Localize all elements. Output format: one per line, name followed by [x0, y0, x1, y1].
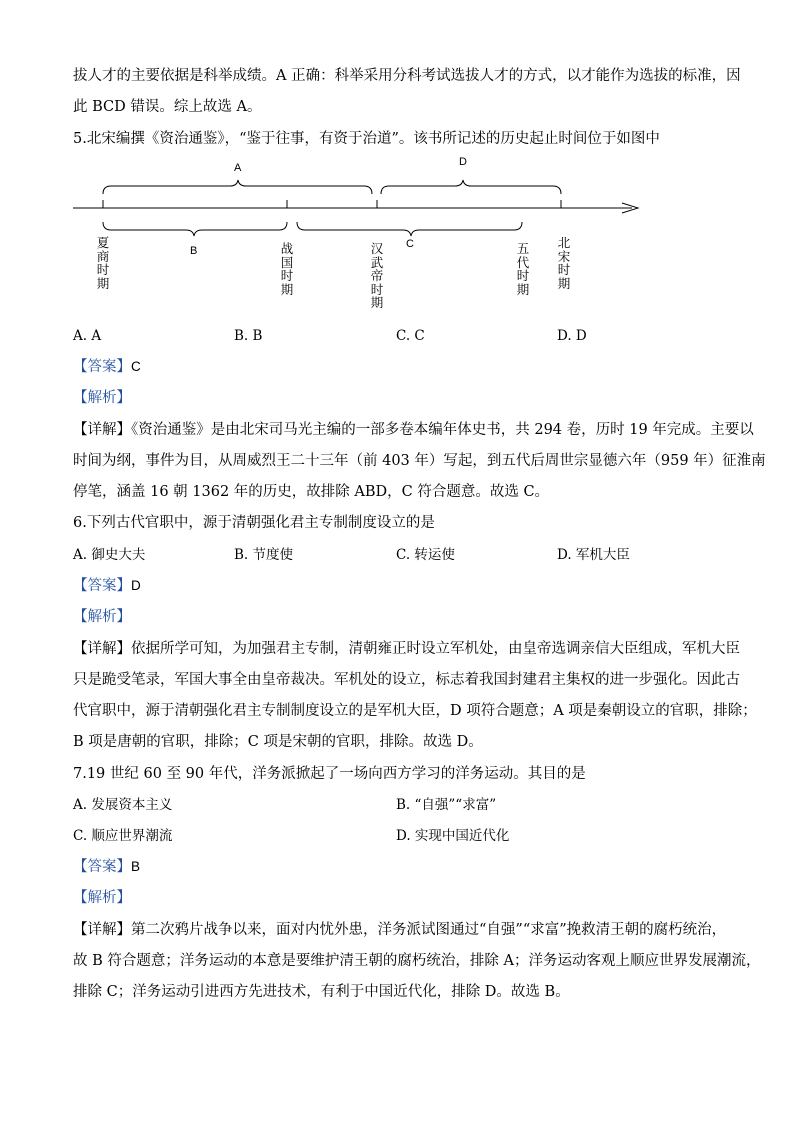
brace-b — [103, 222, 287, 236]
period-label-xia-shang: 夏商时期 — [96, 235, 110, 291]
q5-answer — [73, 357, 141, 377]
q6-answer — [73, 576, 141, 596]
q5-detail-line-2: 时间为纲，事件为目，从周威烈王二十三年（前 403 年）写起，到五代后周世宗显德六年（959 年）征淮南 — [73, 453, 766, 469]
q6-detail-line-1 — [73, 639, 740, 659]
analysis-tag: 【解析】 — [73, 390, 131, 406]
detail-tag: 【详解】 — [73, 641, 131, 657]
q7-answer — [73, 857, 140, 877]
q5-stem: 5.北宋编撰《资治通鉴》，“鉴于往事，有资于治道”。该书所记述的历史起止时间位于如图中 — [73, 131, 660, 147]
q6-stem: 6.下列古代官职中，源于清朝强化君主专制制度设立的是 — [73, 515, 435, 531]
q7-detail-line-3: 排除 C；洋务运动引进西方先进技术，有利于中国近代化，排除 D。故选 B。 — [73, 984, 570, 1000]
q5-option-b[interactable]: B. B — [234, 328, 263, 344]
q7-stem: 7.19 世纪 60 至 90 年代，洋务派掀起了一场向西方学习的洋务运动。其目的是 — [73, 766, 586, 782]
brace-c — [297, 222, 522, 236]
q6-option-b[interactable]: B. 节度使 — [234, 547, 294, 563]
q7-option-d[interactable]: D. 实现中国近代化 — [396, 828, 510, 844]
q7-detail-line-1 — [73, 920, 726, 940]
q5-option-d[interactable]: D. D — [557, 328, 587, 344]
q5-option-c[interactable]: C. C — [396, 328, 425, 344]
answer-tag: 【答案】 — [73, 859, 131, 875]
answer-tag: 【答案】 — [73, 578, 131, 594]
brace-label-a: A — [234, 162, 242, 174]
q7-option-b[interactable]: B. “自强”“求富” — [396, 797, 497, 813]
q5-detail-line-1 — [73, 420, 754, 440]
period-label-hanwudi: 汉武帝时期 — [370, 241, 384, 310]
q6-analysis — [73, 607, 131, 627]
q7-analysis — [73, 888, 131, 908]
q6-option-d[interactable]: D. 军机大臣 — [557, 547, 630, 563]
answer-value: D — [131, 578, 141, 593]
intro-line-2: 此 BCD 错误。综上故选 A。 — [73, 99, 262, 115]
q5-option-a[interactable]: A. A — [73, 328, 102, 344]
detail-text: 依据所学可知，为加强君主专制，清朝雍正时设立军机处，由皇帝选调亲信大臣组成，军机大臣 — [131, 641, 740, 657]
brace-d — [381, 180, 561, 194]
detail-tag: 【详解】 — [73, 422, 131, 438]
answer-value: C — [131, 359, 141, 374]
q6-detail-line-4: B 项是唐朝的官职，排除；C 项是宋朝的官职，排除。故选 D。 — [73, 734, 483, 750]
detail-text: 第二次鸦片战争以来，面对内忧外患，洋务派试图通过“自强”“求富”挽救清王朝的腐朽统治， — [131, 922, 727, 938]
period-label-beisong: 北宋时期 — [557, 235, 571, 291]
timeline-figure — [0, 0, 793, 330]
q7-detail-line-2: 故 B 符合题意；洋务运动的本意是要维护清王朝的腐朽统治，排除 A；洋务运动客观上顺应世界发展潮流， — [73, 953, 761, 969]
detail-text: 《资治通鉴》是由北宋司马光主编的一部多卷本编年体史书，共 294 卷，历时 19 年完成。主要以 — [131, 422, 754, 438]
intro-line-1: 拔人才的主要依据是科举成绩。A 正确：科举采用分科考试选拔人才的方式，以才能作为选拔的标准，因 — [73, 68, 741, 84]
period-label-zhanguo: 战国时期 — [280, 241, 294, 297]
brace-label-b: B — [190, 245, 198, 257]
q6-detail-line-3: 代官职中，源于清朝强化君主专制制度设立的是军机大臣，D 项符合题意；A 项是秦朝设立的官职，排除； — [73, 703, 757, 719]
detail-tag: 【详解】 — [73, 922, 131, 938]
period-label-wudai: 五代时期 — [516, 241, 530, 297]
brace-label-d: D — [459, 156, 467, 168]
answer-tag: 【答案】 — [73, 359, 131, 375]
q5-analysis — [73, 388, 131, 408]
brace-label-c: C — [406, 238, 414, 250]
brace-a — [103, 180, 372, 194]
analysis-tag: 【解析】 — [73, 609, 131, 625]
analysis-tag: 【解析】 — [73, 890, 131, 906]
q6-detail-line-2: 只是跪受笔录，军国大事全由皇帝裁决。军机处的设立，标志着我国封建君主集权的进一步强化。因此古 — [73, 672, 740, 688]
q7-option-c[interactable]: C. 顺应世界潮流 — [73, 828, 173, 844]
q6-option-a[interactable]: A. 御史大夫 — [73, 547, 146, 563]
q6-option-c[interactable]: C. 转运使 — [396, 547, 455, 563]
q5-detail-line-3: 停笔，涵盖 16 朝 1362 年的历史，故排除 ABD，C 符合题意。故选 C。 — [73, 484, 550, 500]
answer-value: B — [131, 859, 141, 874]
q7-option-a[interactable]: A. 发展资本主义 — [73, 797, 173, 813]
